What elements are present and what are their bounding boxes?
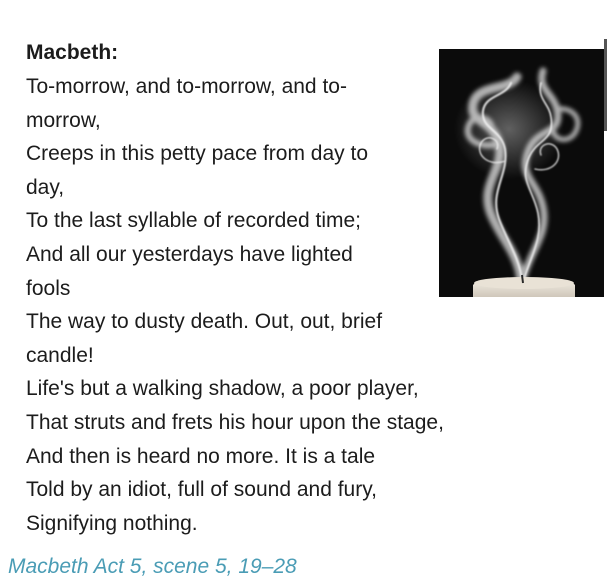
poem-line: day, xyxy=(26,175,65,199)
poem-line: To the last syllable of recorded time; xyxy=(26,209,361,233)
smoke-illustration xyxy=(439,49,604,297)
poem-line: That struts and frets his hour upon the stage, xyxy=(26,410,444,434)
smoke-candle-image xyxy=(439,49,604,297)
poem-line: Creeps in this petty pace from day to xyxy=(26,142,368,166)
poem-line: Told by an idiot, full of sound and fury, xyxy=(26,478,377,502)
speaker-name: Macbeth: xyxy=(26,41,119,64)
citation-text: Macbeth Act 5, scene 5, 19–28 xyxy=(8,555,297,578)
scrollbar-edge xyxy=(604,39,607,131)
poem-line: morrow, xyxy=(26,108,101,132)
poem-line: Life's but a walking shadow, a poor player, xyxy=(26,377,419,401)
poem-lines xyxy=(26,70,496,540)
poem-line: candle! xyxy=(26,343,94,367)
poem-line: Signifying nothing. xyxy=(26,511,198,535)
poem-line: To-morrow, and to-morrow, and to- xyxy=(26,75,347,98)
poem-line: And all our yesterdays have lighted xyxy=(26,242,353,266)
poem-line: The way to dusty death. Out, out, brief xyxy=(26,310,383,334)
poem-line: And then is heard no more. It is a tale xyxy=(26,444,376,468)
poem-line: fools xyxy=(26,276,71,300)
